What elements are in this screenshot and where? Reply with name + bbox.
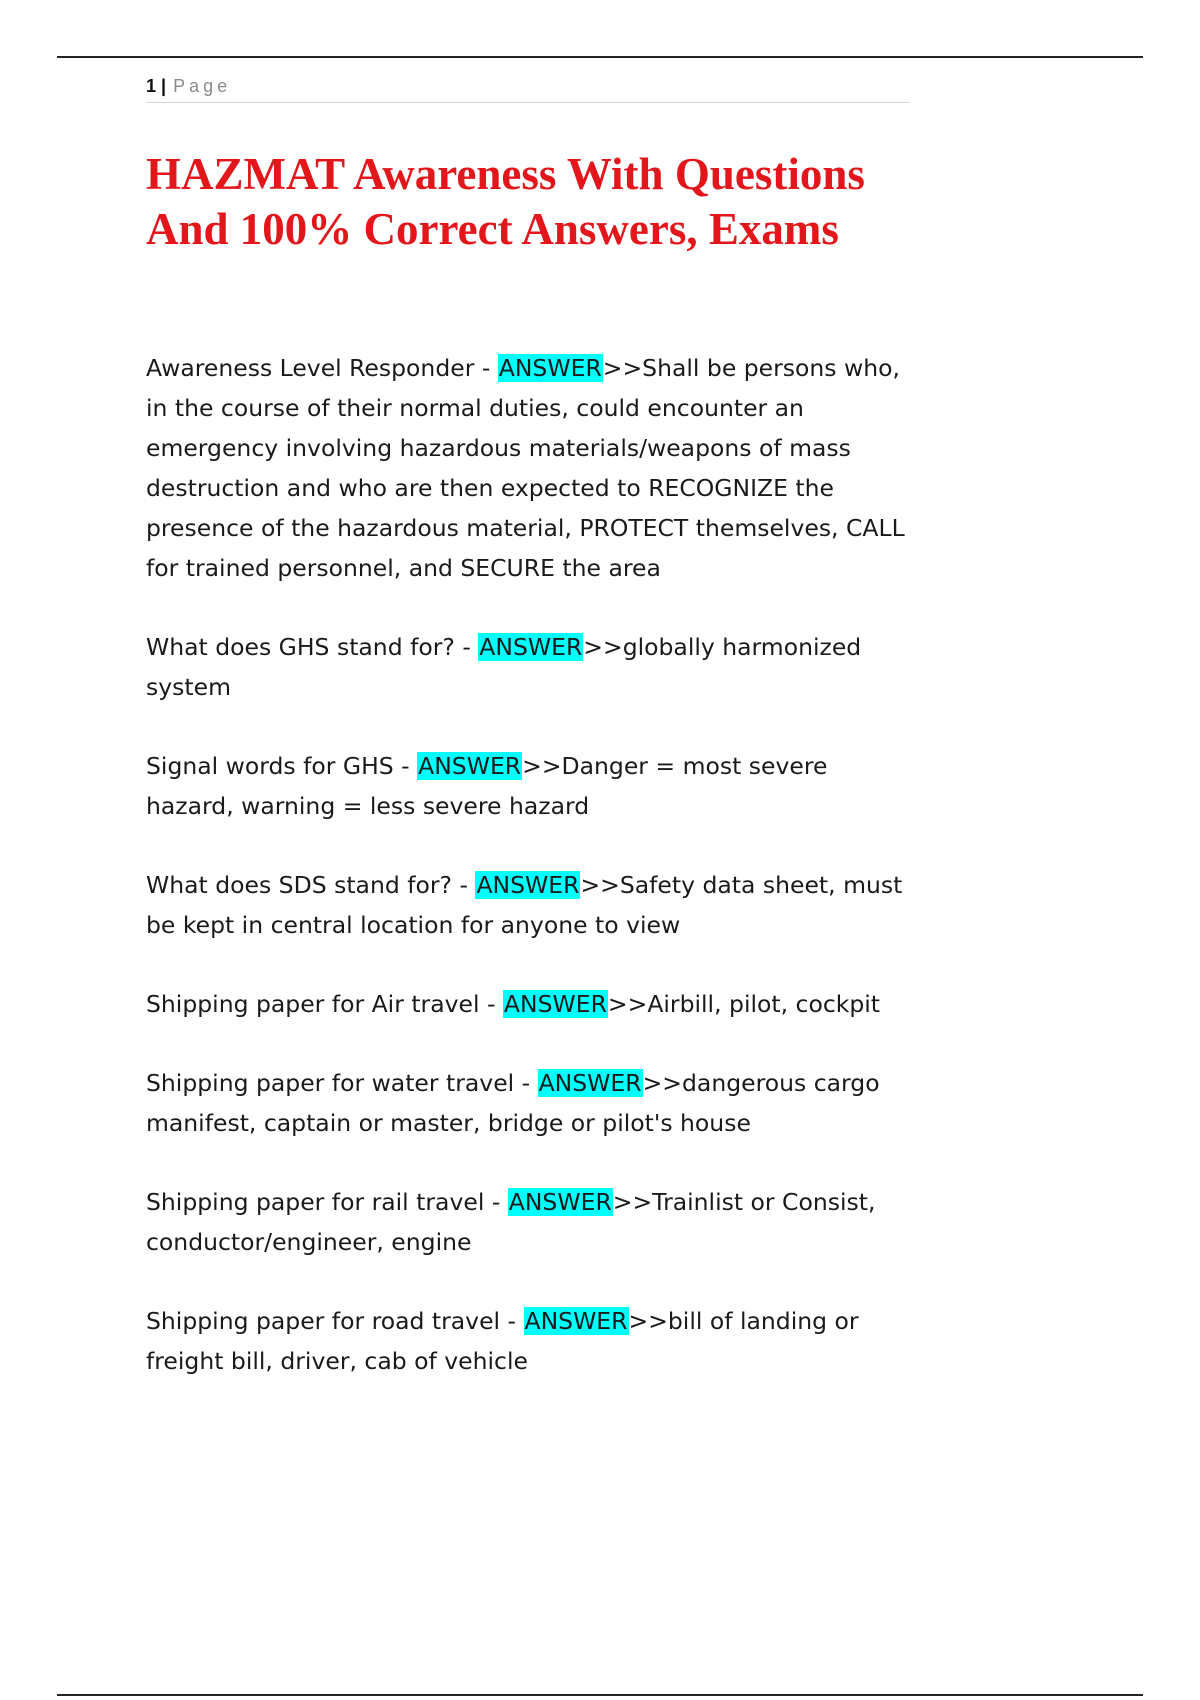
answer-text: Danger = most severe hazard, warning = less severe hazard [146,752,828,820]
question-text: What does SDS stand for? - [146,871,476,899]
qa-item [146,1182,906,1262]
qa-item [146,1063,906,1143]
question-text: What does GHS stand for? - [146,633,479,661]
top-rule [57,56,1143,58]
page-separator: | [161,76,167,96]
question-text: Shipping paper for water travel - [146,1069,538,1097]
document-title: HAZMAT Awareness With Questions And 100% Correct Answers, Exams [146,149,865,254]
answer-tag: ANSWER [476,871,580,899]
answer-arrows: >> [628,1307,668,1335]
question-text: Signal words for GHS - [146,752,418,780]
answer-text: globally harmonized system [146,633,862,701]
answer-text: bill of landing or freight bill, driver, cab of vehicle [146,1307,859,1375]
answer-arrows: >> [522,752,562,780]
question-text: Shipping paper for rail travel - [146,1188,508,1216]
answer-tag: ANSWER [538,1069,642,1097]
answer-text: Safety data sheet, must be kept in central location for anyone to view [146,871,903,939]
qa-item [146,746,906,826]
page-label: Page [173,76,232,96]
bottom-rule [57,1694,1143,1696]
question-text: Shipping paper for Air travel - [146,990,503,1018]
page-number: 1 [146,76,157,96]
answer-tag: ANSWER [503,990,607,1018]
answer-text: Trainlist or Consist, conductor/engineer, engine [146,1188,876,1256]
answer-arrows: >> [602,354,643,382]
page-header [146,74,910,103]
qa-item [146,627,906,707]
qa-item [146,984,906,1024]
question-text: Awareness Level Responder - [146,354,498,382]
answer-arrows: >> [607,990,648,1018]
answer-tag: ANSWER [508,1188,612,1216]
qa-item [146,1301,906,1381]
answer-text: Airbill, pilot, cockpit [647,990,881,1018]
answer-tag: ANSWER [498,354,602,382]
question-text: Shipping paper for road travel - [146,1307,524,1335]
answer-tag: ANSWER [418,752,522,780]
answer-arrows: >> [612,1188,653,1216]
answer-arrows: >> [642,1069,682,1097]
answer-arrows: >> [583,633,623,661]
answer-text: dangerous cargo manifest, captain or master, bridge or pilot's house [146,1069,880,1137]
qa-list [146,348,906,1420]
answer-tag: ANSWER [479,633,583,661]
qa-item [146,348,906,588]
qa-item [146,865,906,945]
answer-arrows: >> [580,871,620,899]
answer-tag: ANSWER [524,1307,628,1335]
answer-text: Shall be persons who, in the course of their normal duties, could encounter an emergency involving hazardous materials/weapons of mass destruction and who are then expected to RECOGNIZE the presence of the hazardous material, PROTECT themselves, CALL for trained personnel, and SECURE the area [146,354,905,582]
